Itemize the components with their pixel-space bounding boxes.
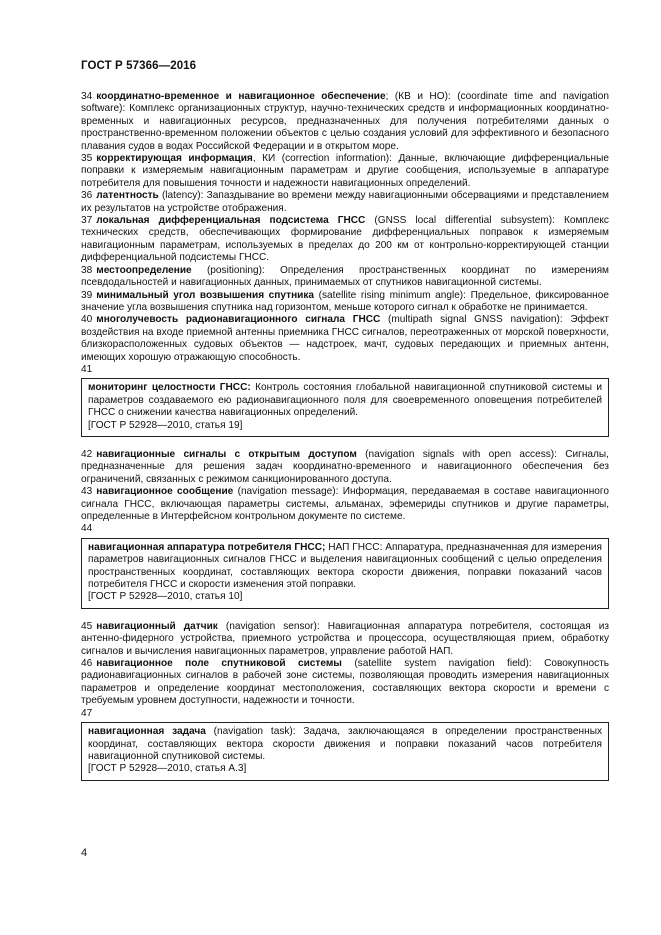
term-number: 43	[81, 486, 93, 498]
term-title: локальная дифференциальная подсистема ГНСС	[96, 215, 366, 227]
term-title: навигационная аппаратура потребителя ГНСС;	[88, 541, 326, 553]
term-entry-39	[81, 290, 609, 315]
term-title: координатно-временное и навигационное обеспечение	[96, 91, 386, 102]
framed-term-47	[81, 722, 609, 781]
term-title: навигационная задача	[88, 726, 206, 738]
standard-header: ГОСТ Р 57366—2016	[81, 60, 197, 72]
term-number: 42	[81, 448, 93, 460]
term-entry-43	[81, 486, 609, 523]
term-definition: (GNSS local differential subsystem): Комплекс технических средств, обеспечивающих формирование дифференциальных поправок к измеряемым навигационным параметрам, используемых в пределах до 200 км от контрольно-корректирующей станции дифференциальной подсистемы ГНСС.	[81, 215, 609, 264]
term-definition: (satellite rising minimum angle): Предельное, фиксированное значение угла возвышения спутника над горизонтом, меньше которого сигнал к обработке не принимается.	[81, 289, 609, 313]
term-definition: Контроль состояния глобальной навигационной спутниковой системы и параметров создаваемого ею радионавигационного поля для своевременного оповещения потребителей ГНСС о снижении качества навигационных определений.	[88, 382, 602, 419]
term-number-41: 41	[81, 363, 93, 375]
term-title: навигационное сообщение	[96, 486, 234, 498]
term-number: 46	[81, 658, 93, 670]
term-title: навигационный датчик	[96, 620, 218, 632]
term-title: многолучевость радионавигационного сигнала ГНСС	[96, 314, 381, 326]
term-number: 34	[81, 91, 93, 102]
term-definition: (navigation message): Информация, передаваемая в составе навигационного сигнала ГНСС, включающая параметры системы, альманах, эфемериды спутников и другие параметры, определенные в Интерфейсном контрольном документе по системе.	[81, 486, 609, 522]
term-entry-36	[81, 190, 609, 215]
term-source-reference: [ГОСТ Р 52928—2010, статья 10]	[88, 591, 243, 603]
term-title: навигационные сигналы с открытым доступом	[96, 448, 357, 460]
term-source-reference: [ГОСТ Р 52928—2010, статья А.3]	[88, 763, 247, 775]
term-entry-40	[81, 314, 609, 364]
term-number-44: 44	[81, 523, 93, 535]
term-entry-34	[81, 91, 609, 153]
page-number: 4	[81, 847, 88, 859]
term-entry-45	[81, 621, 609, 658]
term-source-reference: [ГОСТ Р 52928—2010, статья 19]	[88, 419, 243, 431]
term-number: 37	[81, 215, 93, 227]
term-number: 40	[81, 314, 93, 326]
term-number: 38	[81, 264, 93, 276]
term-title: навигационное поле спутниковой системы	[96, 658, 342, 670]
framed-term-41	[81, 378, 609, 437]
terms-list	[81, 91, 609, 793]
term-title: латентность	[96, 190, 159, 202]
term-entry-37	[81, 215, 609, 265]
term-entry-35	[81, 153, 609, 190]
term-number: 45	[81, 620, 93, 632]
term-definition: (positioning): Определения пространственных координат по измерениям псевдодальностей и навигационных данных, принимаемых от спутников навигационной системы.	[81, 264, 609, 289]
term-title: корректирующая информация	[96, 153, 253, 165]
term-entry-42	[81, 449, 609, 486]
framed-term-44	[81, 538, 609, 609]
term-number: 35	[81, 153, 93, 165]
term-entry-46	[81, 658, 609, 708]
term-definition: (multipath signal GNSS navigation): Эффект воздействия на входе приемной антенны приемника ГНСС сигналов, переотраженных от морской поверхности, близкорасположенных судовых объектов — надстроек, мачт, судовых передающих и приемных антенн, имеющих хорошую отражающую способность.	[81, 314, 609, 363]
term-number: 39	[81, 289, 93, 301]
term-number-47: 47	[81, 707, 93, 719]
term-definition: ; (КВ и НО): (coordinate time and navigation software): Комплекс организационных структур, научно-технических средств и информационных координатно-временных и навигационных ресурсов, предназначенных для получения потребителями данных о пространственно-временном положении объектов с целью создания условий для эффективного и безопасного плавания судов в водах Российской Федерации и в открытом море.	[81, 91, 610, 152]
term-title: минимальный угол возвышения спутника	[96, 289, 315, 301]
term-title: местоопределение	[96, 264, 192, 276]
term-definition: (latency): Запаздывание во времени между навигационными обсервациями и представлением их результатов на устройстве отображения.	[81, 190, 609, 214]
term-definition: (navigation sensor): Навигационная аппаратура потребителя, состоящая из антенно-фидерного устройства, приемного устройства и процессора, осуществляющая прием, обработку сигналов и вычисления навигационных параметров, управление работой НАП.	[81, 620, 610, 657]
term-number: 36	[81, 190, 93, 202]
term-definition: (navigation signals with open access): Сигналы, предназначенные для решения задач координатно-временного и навигационного обеспечения без ограничений, связанных с режимом санкционированного доступа.	[81, 448, 609, 485]
term-title: мониторинг целостности ГНСС:	[88, 382, 251, 394]
term-definition: НАП ГНСС: Аппаратура, предназначенная для измерения параметров навигационных сигналов ГНСС и выделения навигационных сообщений с целью определения пространственных координат, составляющих вектора скорости движения, поправки показаний часов потребителя ГНСС и скорости изменения этой поправки.	[88, 541, 602, 591]
term-entry-38	[81, 265, 609, 290]
term-definition: (navigation task): Задача, заключающаяся в определении пространственных координат, составляющих вектора скорости движения и поправки показаний часов потребителя навигационной спутниковой системы.	[88, 726, 602, 762]
term-definition: (satellite system navigation field): Совокупность радионавигационных сигналов в рабочей зоне системы, позволяющая проводить измерения навигационных параметров и определение координат местоположения, составляющих вектора скорости и времени с требуемым уровнем доступности, надежности и точности.	[81, 658, 610, 707]
term-definition: , КИ (correction information): Данные, включающие дифференциальные поправки к измеряемым навигационным параметрам и другие сообщения, используемые в аппаратуре потребителя для повышения точности и надежности навигационных определений.	[81, 153, 610, 189]
